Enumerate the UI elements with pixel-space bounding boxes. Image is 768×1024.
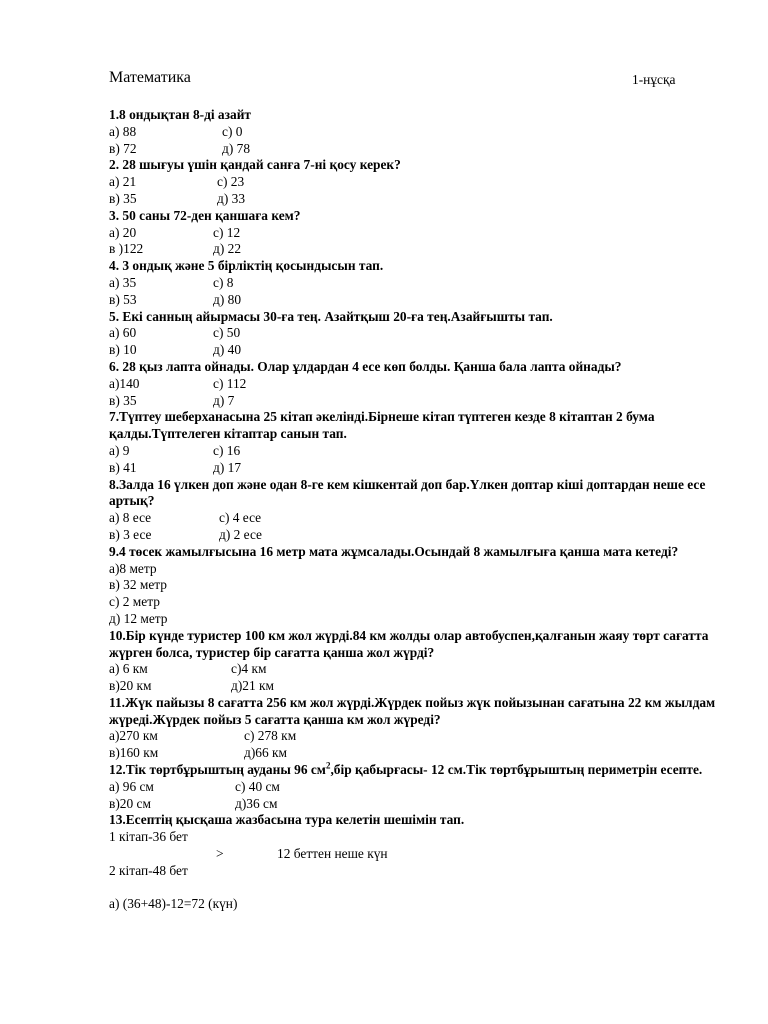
- answer-option: д) 80: [213, 291, 242, 307]
- answer-option: в) 3 есе: [109, 526, 152, 542]
- questions-list: [109, 107, 719, 913]
- answer-option: д) 12 метр: [109, 610, 168, 626]
- answer-row: [109, 510, 719, 527]
- answer-option: с) 50: [213, 325, 241, 341]
- answer-option: а) 8 есе: [109, 510, 152, 526]
- answer-option: д) 22: [213, 241, 242, 257]
- answer-option: в) 41: [109, 459, 137, 475]
- blank-line: [109, 880, 719, 897]
- question-text: 10.Бір күнде туристер 100 км жол жүрді.84 км жолды олар автобуспен,қалғанын жаяу төрт сағатта жүрген болса, туристер бір сағатта қанша жол жүрді?: [109, 627, 709, 660]
- answer-option: а)8 метр: [109, 560, 157, 576]
- answer-option: а) 20: [109, 224, 137, 240]
- answer-row: [109, 141, 719, 158]
- answer-row: [109, 661, 719, 678]
- question-text: 6. 28 қыз лапта ойнады. Олар ұлдардан 4 есе көп болды. Қанша бала лапта ойнады?: [109, 358, 622, 374]
- answer-row: [109, 443, 719, 460]
- answer-row: [109, 275, 719, 292]
- question-text-part: 12.Тік төртбұрыштың ауданы 96 см: [109, 762, 326, 778]
- answer-row: [109, 325, 719, 342]
- answer-option: а) 35: [109, 274, 137, 290]
- answer-option: а) 88: [109, 123, 137, 139]
- answer-option: д) 78: [222, 140, 251, 156]
- answer-row: [109, 745, 719, 762]
- question-text: 11.Жүк пайызы 8 сағатта 256 км жол жүрді.Жүрдек пойыз жүк пойызынан сағатына 22 км жылдам жүреді.Жүрдек пойыз 5 сағатта қанша км жол жүреді?: [109, 694, 716, 727]
- answer-option: д) 33: [217, 190, 246, 206]
- answer-option: с) 0: [222, 123, 243, 139]
- answer-row: [109, 779, 719, 796]
- question-text: 2. 28 шығуы үшін қандай санға 7-ні қосу керек?: [109, 157, 401, 173]
- answer-option: а)140: [109, 375, 140, 391]
- answer-row: [109, 460, 719, 477]
- question-text: 1.8 ондықтан 8-ді азайт: [109, 107, 252, 122]
- answer-option: д) 40: [213, 342, 242, 358]
- answer-option: в)160 км: [109, 745, 159, 761]
- question-text-part: ,бір қабырғасы- 12 см.Тік төртбұрыштың периметрін есепте.: [330, 762, 703, 778]
- answer-option: с)4 км: [231, 661, 267, 677]
- answer-option: д) 2 есе: [219, 526, 262, 542]
- answer-option: в)20 см: [109, 795, 151, 811]
- answer-row: [109, 225, 719, 242]
- answer-option: с) 8: [213, 274, 234, 290]
- answer-option: а) 6 км: [109, 661, 148, 677]
- answer-row: [109, 527, 719, 544]
- answer-row: [109, 292, 719, 309]
- answer-option: д)66 км: [244, 745, 287, 761]
- answer-option: а) (36+48)-12=72 (күн): [109, 896, 238, 912]
- question-text: 8.Залда 16 үлкен доп және одан 8-ге кем кішкентай доп бар.Үлкен доптар кіші доптардан неше есе артық?: [109, 476, 706, 509]
- answer-option: в) 35: [109, 190, 137, 206]
- answer-option: а) 96 см: [109, 778, 154, 794]
- variant-label: 1-нұсқа: [632, 72, 676, 87]
- answer-row: [109, 342, 719, 359]
- answer-option: а) 21: [109, 174, 137, 190]
- note-line: 1 кітап-36 бет: [109, 829, 188, 845]
- answer-option: д) 7: [213, 392, 235, 408]
- answer-option: а) 9: [109, 442, 130, 458]
- answer-row: [109, 174, 719, 191]
- answer-row: [109, 241, 719, 258]
- answer-option: с) 278 км: [244, 728, 297, 744]
- answer-option: в) 53: [109, 291, 137, 307]
- answer-row: [109, 124, 719, 141]
- question-text: 9.4 төсек жамылғысына 16 метр мата жұмсалады.Осындай 8 жамылғыға қанша мата кетеді?: [109, 543, 679, 559]
- answer-option: с) 2 метр: [109, 594, 160, 610]
- question-text: 5. Екі санның айырмасы 30-ға тең. Азайтқыш 20-ға тең.Азайғышты тап.: [109, 308, 553, 324]
- question-text: 7.Түптеу шеберханасына 25 кітап әкелінді.Бірнеше кітап түптеген кезде 8 кітаптан 2 бума қалды.Түптелеген кітаптар санын тап.: [109, 409, 655, 442]
- answer-row: [109, 728, 719, 745]
- answer-option: а)270 км: [109, 728, 158, 744]
- page-title: Математика: [109, 69, 191, 86]
- arrow-sign: >: [216, 846, 224, 862]
- answer-option: д)36 см: [235, 795, 278, 811]
- answer-row: [109, 393, 719, 410]
- answer-option: в) 10: [109, 342, 137, 358]
- answer-option: в )122: [109, 241, 144, 257]
- answer-row: [109, 796, 719, 813]
- answer-option: в) 32 метр: [109, 577, 167, 593]
- note-line: 2 кітап-48 бет: [109, 862, 188, 878]
- superscript: 2: [325, 760, 331, 771]
- answer-option: с) 40 см: [235, 778, 280, 794]
- answer-row: [109, 678, 719, 695]
- answer-option: с) 4 есе: [219, 510, 262, 526]
- answer-option: с) 23: [217, 174, 245, 190]
- answer-option: д) 17: [213, 459, 242, 475]
- answer-option: с) 112: [213, 375, 247, 391]
- question-text: 13.Есептің қысқаша жазбасына тура келетін шешімін тап.: [109, 812, 465, 828]
- answer-option: с) 12: [213, 224, 241, 240]
- answer-option: а) 60: [109, 325, 137, 341]
- answer-option: в)20 км: [109, 678, 152, 694]
- note-text: 12 беттен неше күн: [277, 846, 388, 862]
- note-arrow-row: [109, 846, 719, 863]
- question-text: [109, 762, 719, 779]
- answer-option: в) 35: [109, 392, 137, 408]
- answer-row: [109, 376, 719, 393]
- answer-option: д)21 км: [231, 678, 274, 694]
- answer-row: [109, 191, 719, 208]
- question-text: 4. 3 ондық және 5 бірліктің қосындысын тап.: [109, 258, 384, 274]
- answer-option: в) 72: [109, 140, 137, 156]
- answer-option: с) 16: [213, 442, 241, 458]
- question-text: 3. 50 саны 72-ден қаншаға кем?: [109, 207, 301, 223]
